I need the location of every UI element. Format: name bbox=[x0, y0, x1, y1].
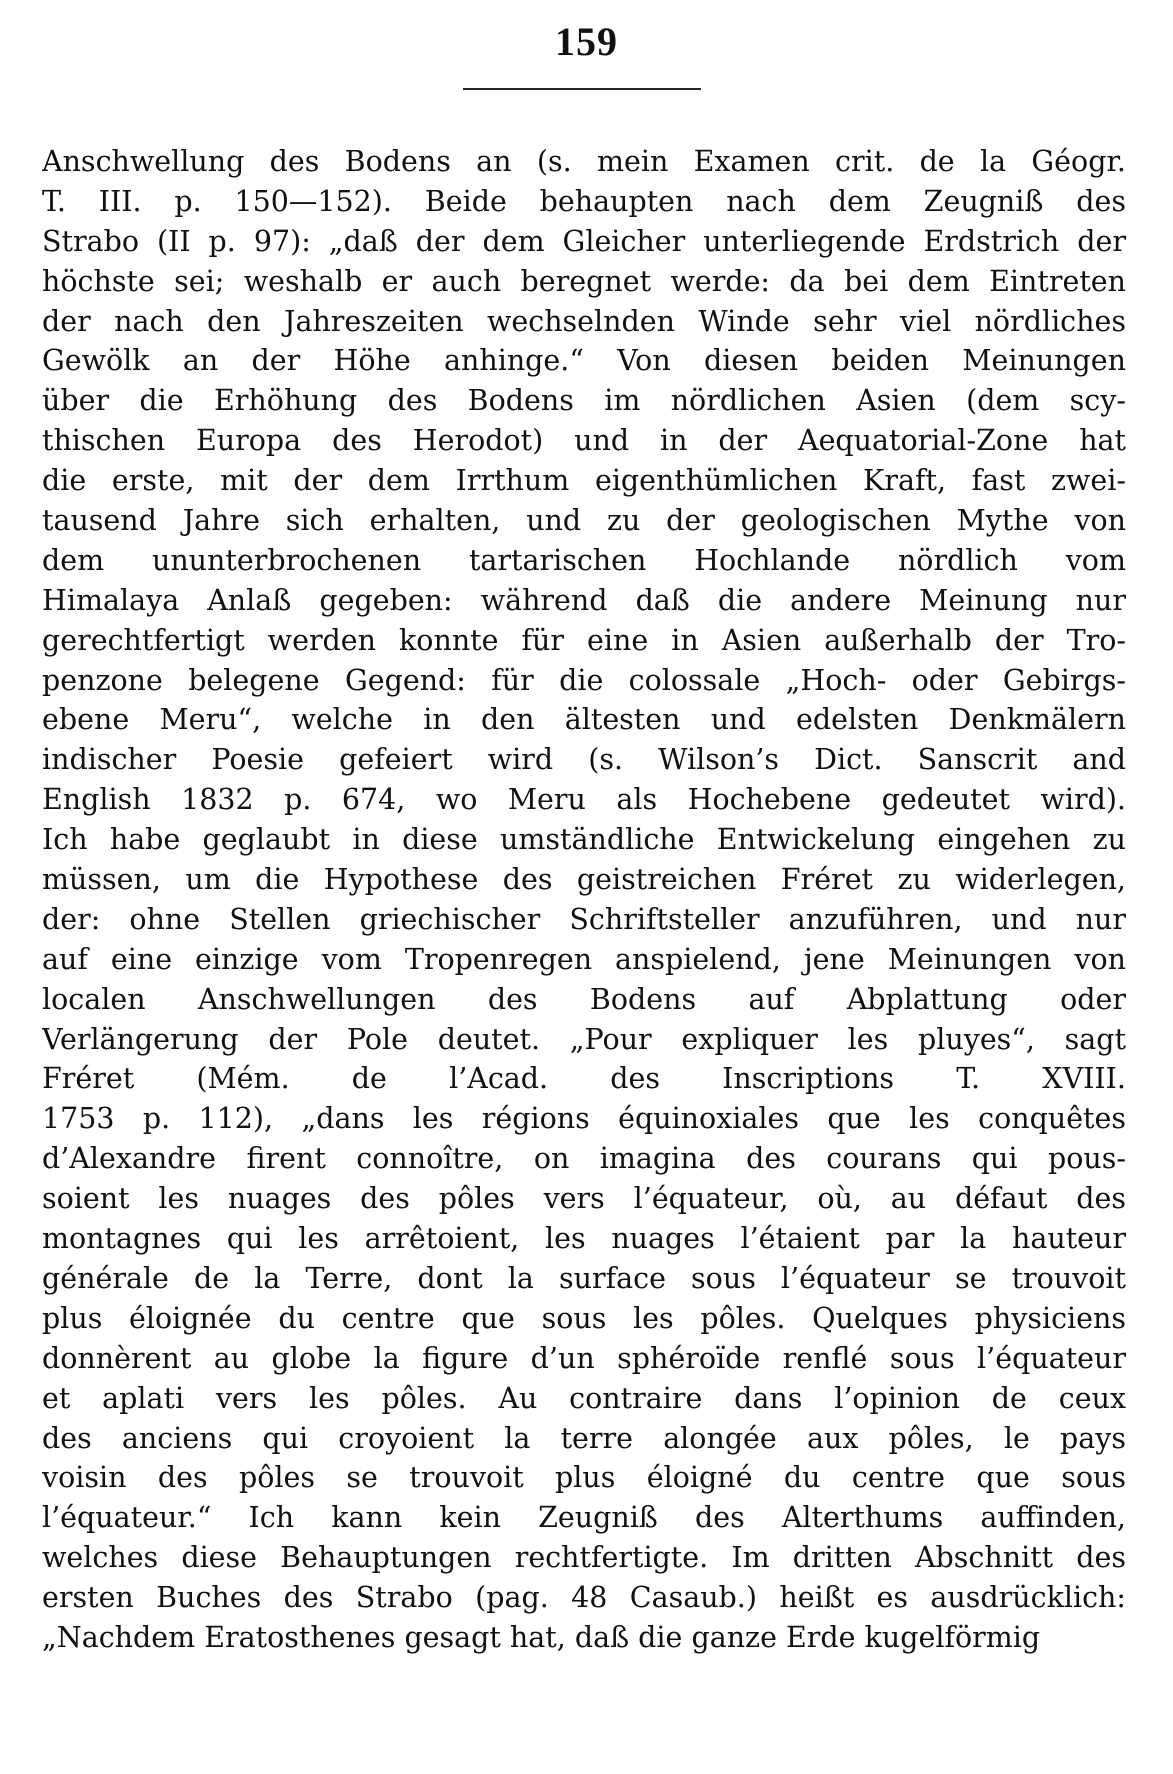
text-line: gerechtfertigt werden konnte für eine in Asien außerhalb der Tro- bbox=[42, 623, 1126, 657]
text-line: indischer Poesie gefeiert wird (s. Wilson’s Dict. Sanscrit and bbox=[42, 743, 1126, 777]
text-line: d’Alexandre firent connoître, on imagina des courans qui pous- bbox=[42, 1142, 1126, 1176]
text-line: T. III. p. 150—152). Beide behaupten nach dem Zeugniß des bbox=[42, 184, 1126, 218]
text-line: générale de la Terre, dont la surface sous l’équateur se trouvoit bbox=[42, 1261, 1126, 1295]
text-line: müssen, um die Hypothese des geistreichen Fréret zu widerlegen, bbox=[42, 863, 1126, 897]
text-line: 1753 p. 112), „dans les régions équinoxiales que les conquêtes bbox=[42, 1102, 1126, 1136]
text-line: Gewölk an der Höhe anhinge.“ Von diesen beiden Meinungen bbox=[42, 344, 1126, 378]
text-line: voisin des pôles se trouvoit plus éloigné du centre que sous bbox=[42, 1461, 1126, 1495]
text-line: der nach den Jahreszeiten wechselnden Winde sehr viel nördliches bbox=[42, 304, 1126, 338]
text-line: tausend Jahre sich erhalten, und zu der geologischen Mythe von bbox=[42, 504, 1126, 538]
page-number: 159 bbox=[555, 19, 618, 64]
text-line: l’équateur.“ Ich kann kein Zeugniß des Alterthums auffinden, bbox=[42, 1501, 1126, 1535]
text-line: Strabo (II p. 97): „daß der dem Gleicher unterliegende Erdstrich der bbox=[42, 224, 1126, 258]
text-line: Fréret (Mém. de l’Acad. des Inscriptions T. XVIII. bbox=[42, 1062, 1126, 1096]
text-line: et aplati vers les pôles. Au contraire dans l’opinion de ceux bbox=[42, 1381, 1126, 1415]
text-line: die erste, mit der dem Irrthum eigenthümlichen Kraft, fast zwei- bbox=[42, 464, 1126, 498]
text-line: soient les nuages des pôles vers l’équateur, où, au défaut des bbox=[42, 1182, 1126, 1216]
text-line: thischen Europa des Herodot) und in der Aequatorial-Zone hat bbox=[42, 424, 1126, 458]
text-line: plus éloignée du centre que sous les pôles. Quelques physiciens bbox=[42, 1301, 1126, 1335]
text-line: penzone belegene Gegend: für die colossale „Hoch- oder Gebirgs- bbox=[42, 663, 1126, 697]
text-line: höchste sei; weshalb er auch beregnet werde: da bei dem Eintreten bbox=[42, 264, 1126, 298]
text-line: donnèrent au globe la figure d’un sphéroïde renflé sous l’équateur bbox=[42, 1341, 1126, 1375]
body-text bbox=[42, 142, 1126, 1658]
text-line: über die Erhöhung des Bodens im nördlichen Asien (dem scy- bbox=[42, 384, 1126, 418]
text-line: English 1832 p. 674, wo Meru als Hochebene gedeutet wird). bbox=[42, 783, 1126, 817]
text-line: der: ohne Stellen griechischer Schriftsteller anzuführen, und nur bbox=[42, 902, 1126, 936]
text-line: Anschwellung des Bodens an (s. mein Examen crit. de la Géogr. bbox=[42, 145, 1126, 178]
text-line: welches diese Behauptungen rechtfertigte. Im dritten Abschnitt des bbox=[42, 1541, 1126, 1575]
header-rule bbox=[463, 88, 701, 90]
text-line: auf eine einzige vom Tropenregen anspielend, jene Meinungen von bbox=[42, 942, 1126, 976]
text-line: localen Anschwellungen des Bodens auf Abplattung oder bbox=[42, 982, 1126, 1016]
text-line: dem ununterbrochenen tartarischen Hochlande nördlich vom bbox=[42, 543, 1126, 577]
text-line: ebene Meru“, welche in den ältesten und edelsten Denkmälern bbox=[42, 703, 1126, 737]
text-line: Verlängerung der Pole deutet. „Pour expliquer les pluyes“, sagt bbox=[42, 1022, 1126, 1056]
text-line: des anciens qui croyoient la terre alongée aux pôles, le pays bbox=[42, 1421, 1126, 1455]
text-line: ersten Buches des Strabo (pag. 48 Casaub.) heißt es ausdrücklich: bbox=[42, 1581, 1126, 1615]
text-line: montagnes qui les arrêtoient, les nuages l’étaient par la hauteur bbox=[42, 1222, 1126, 1256]
text-line: Himalaya Anlaß gegeben: während daß die andere Meinung nur bbox=[42, 583, 1126, 617]
text-line: Ich habe geglaubt in diese umständliche Entwickelung eingehen zu bbox=[42, 823, 1126, 857]
text-line: „Nachdem Eratosthenes gesagt hat, daß die ganze Erde kugelförmig bbox=[42, 1620, 1041, 1654]
